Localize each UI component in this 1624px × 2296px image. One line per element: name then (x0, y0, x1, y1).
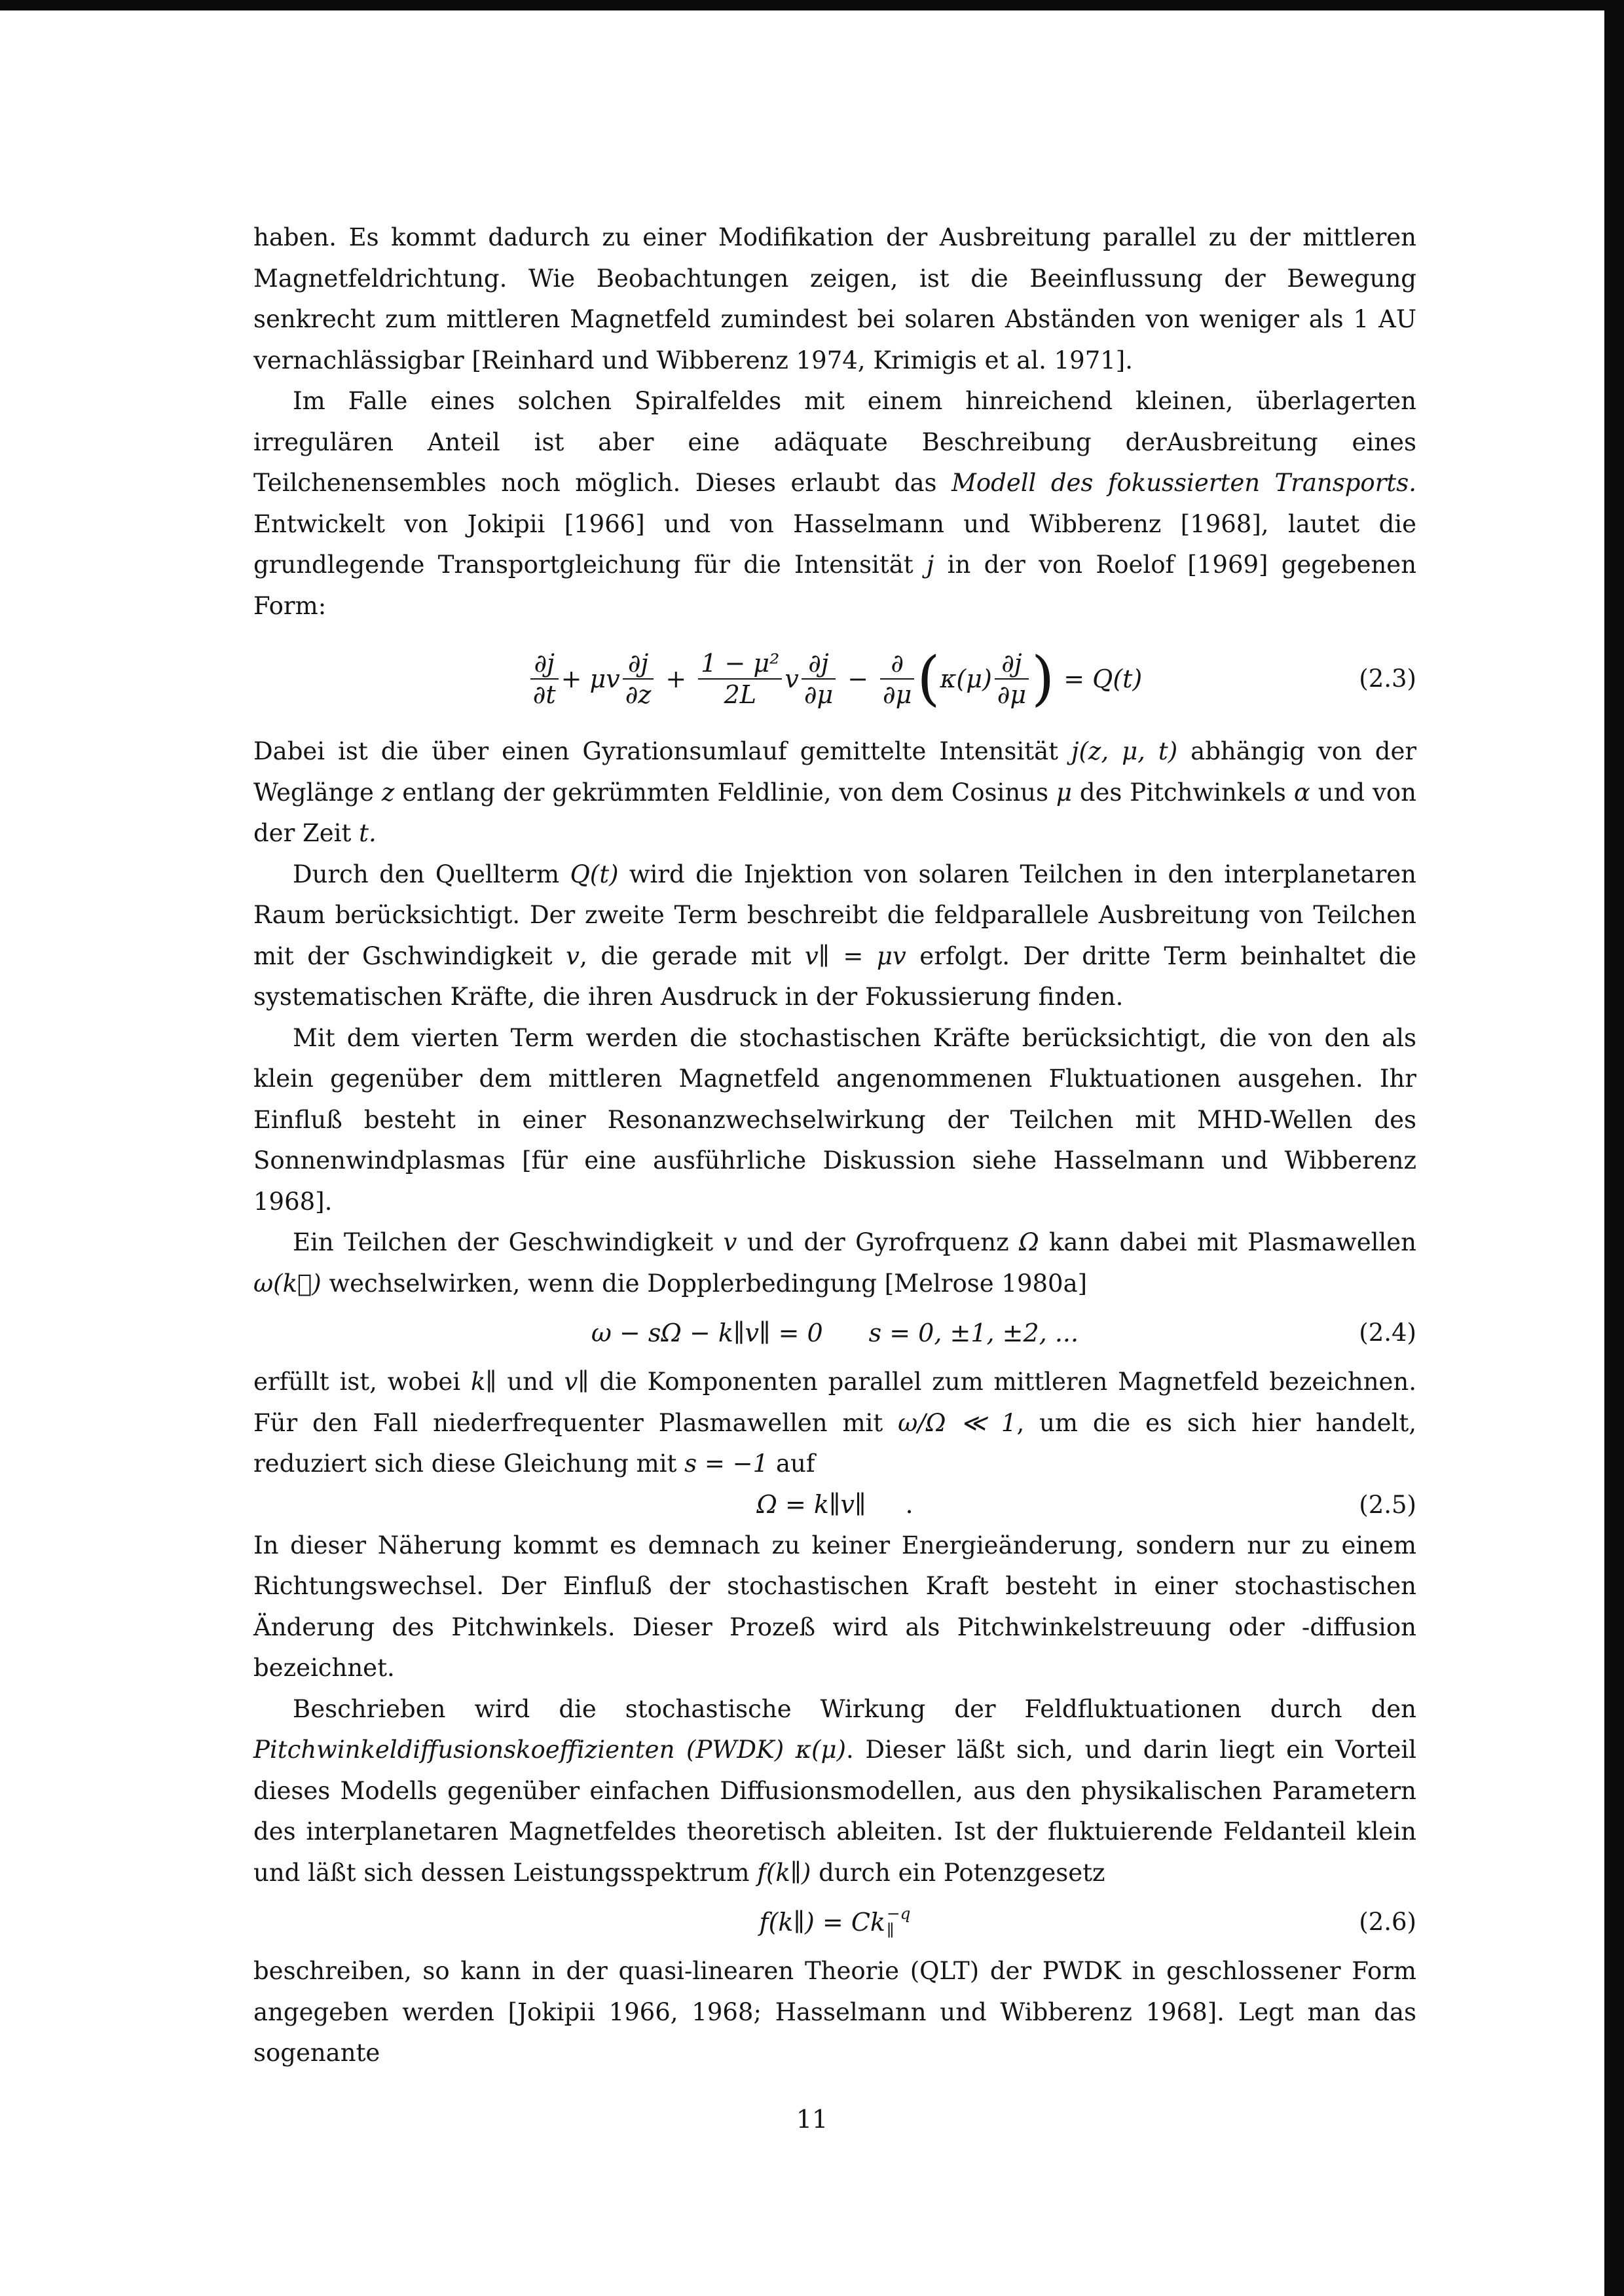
symbol-omega-ratio: ω/Ω ≪ 1 (898, 1408, 1017, 1437)
symbol-f-kpar: f(k∥) (757, 1858, 811, 1887)
model-name-emphasis: Modell des fokussierten Transports. (951, 469, 1416, 497)
symbol-z: z (381, 778, 395, 807)
symbol-v: v (723, 1228, 737, 1256)
paragraph-2-text-c: in der von Roelof [1969] gegebenen Form: (253, 551, 1417, 620)
eq26-lhs: f(k∥) = Ck (759, 1907, 885, 1937)
paragraph-6-text-b: und der Gyrofrquenz (747, 1228, 1009, 1256)
paragraph-6-text-c: kann dabei mit Plasmawellen (1048, 1228, 1416, 1256)
paragraph-7-text-e: auf (776, 1449, 815, 1478)
equation-2-6-body (253, 1893, 1416, 1951)
eq-term-plus-mu-v: + μv (561, 664, 620, 693)
equation-2-5-body (253, 1485, 1416, 1525)
symbol-alpha: α (1293, 778, 1310, 807)
scan-edge-right (1604, 0, 1624, 2296)
paragraph-7-text-c: die Komponenten parallel zum mittleren Magnetfeld bezeichnen. Für den Fall niederfrequenter Plasmawellen mit (253, 1368, 1417, 1437)
equation-2-4 (253, 1304, 1416, 1362)
eq-minus: − (847, 664, 869, 693)
paragraph-9-text-c: durch ein Potenzgesetz (819, 1858, 1105, 1887)
paragraph-10-text: beschreiben, so kann in der quasi-linearen Theorie (QLT) der PWDK in geschlossener Form angegeben werden [Jokipii 1966, 1968; Hasselmann und Wibberenz 1968]. Legt man das sogenante (253, 1957, 1416, 2067)
paragraph-3-text-b: abhängig von der Weglänge (253, 737, 1417, 807)
symbol-mu: μ (1056, 778, 1072, 807)
paragraph-6-text-d: wechselwirken, wenn die Dopplerbedingung [Melrose 1980a] (329, 1269, 1088, 1298)
equation-number-2-6: (2.6) (1359, 1907, 1416, 1936)
pwdk-term-emphasis: Pitchwinkeldiffusionskoeffizienten (253, 1736, 675, 1764)
equation-2-6 (253, 1893, 1416, 1951)
paragraph-2-text-b: Entwickelt von Jokipii [1966] und von Hasselmann und Wibberenz [1968], lautet die grundlegende Transportgleichung für die Intensität (253, 509, 1416, 579)
eq25-dot: . (905, 1490, 913, 1520)
symbol-t: t. (359, 819, 377, 847)
paragraph-9-text-a: Beschrieben wird die stochastische Wirkung der Feldfluktuationen durch den (293, 1694, 1416, 1723)
eq-plus: + (665, 664, 687, 693)
eq24-lhs: ω − sΩ − k∥v∥ = 0 (591, 1318, 823, 1347)
paragraph-1-text: haben. Es kommt dadurch zu einer Modifikation der Ausbreitung parallel zu der mittleren Magnetfeldrichtung. Wie Beobachtungen zeigen, ist die Beeinflussung der Bewegung senkrecht zum mittleren Magnetfeld zumindest bei solaren Abständen von weniger als 1 AU vernachlässigbar [Reinhard und Wibberenz 1974, Krimigis et al. 1971]. (253, 223, 1416, 374)
paragraph-10 (253, 1951, 1416, 2074)
frac-num: 1 − μ² (701, 649, 780, 678)
symbol-vpar-eq: v∥ = μv (804, 941, 906, 970)
symbol-j: j (926, 551, 934, 579)
paragraph-2 (253, 381, 1416, 627)
symbol-s-minus1: s = −1 (684, 1449, 769, 1478)
fraction-dj-dmu-inner (995, 648, 1029, 710)
frac-num: ∂j (808, 649, 829, 678)
equation-number-2-4: (2.4) (1359, 1318, 1416, 1347)
paragraph-7-text-d: , um die es sich hier handelt, reduziert sich diese Gleichung mit (253, 1408, 1416, 1478)
paragraph-4-text-b: wird die Injektion von solaren Teilchen in den interplanetaren Raum berücksichtigt. Der zweite Term beschreibt die feldparallele Ausbreitung von Teilchen mit der Gschwindigkeit (253, 860, 1416, 970)
paren-open: ( (917, 644, 940, 713)
eq-v: v (784, 664, 799, 693)
paragraph-4-text-a: Durch den Quellterm (293, 860, 560, 888)
paragraph-1 (253, 217, 1416, 381)
fraction-dj-dz (623, 648, 654, 710)
paragraph-4-text-d: erfolgt. Der dritte Term beinhaltet die systematischen Kräfte, die ihren Ausdruck in der Fokussierung finden. (253, 941, 1416, 1011)
paragraph-9 (253, 1689, 1416, 1894)
frac-den: ∂μ (883, 680, 912, 709)
paragraph-7-text-b: und (507, 1368, 554, 1396)
eq-kappa: κ(μ) (940, 664, 992, 693)
scan-edge-top (0, 0, 1624, 10)
symbol-v-par: v∥ (564, 1368, 589, 1396)
fraction-dj-dt (530, 648, 559, 710)
eq26-exponent: −q (886, 1904, 911, 1923)
symbol-k-par: k∥ (470, 1368, 497, 1396)
frac-num: ∂ (891, 649, 904, 678)
frac-num: ∂j (627, 649, 649, 678)
equation-2-3-body (253, 627, 1416, 731)
symbol-omega-k: ω(k⃗) (253, 1269, 322, 1298)
paragraph-9-text-b: . Dieser läßt sich, und darin liegt ein Vorteil dieses Modells gegenüber einfachen Diffusionsmodellen, aus den physikalischen Parametern des interplanetaren Magnetfeldes theoretisch ableiten. Ist der fluktuierende Feldanteil klein und läßt sich dessen Leistungsspektrum (253, 1736, 1417, 1887)
paragraph-5-text: Mit dem vierten Term werden die stochastischen Kräfte berücksichtigt, die von den als klein gegenüber dem mittleren Magnetfeld angenommenen Fluktuationen ausgehen. Ihr Einfluß besteht in einer Resonanzwechselwirkung der Teilchen mit MHD-Wellen des Sonnenwindplasmas [für eine ausführliche Diskussion siehe Hasselmann und Wibberenz 1968]. (253, 1023, 1416, 1216)
symbol-j-args: j(z, μ, t) (1071, 737, 1178, 765)
paragraph-2-text-a: Im Falle eines solchen Spiralfeldes mit einem hinreichend kleinen, überlagerten irregulären Anteil ist aber eine adäquate Beschreibung derAusbreitung eines Teilchenensembles noch möglich. Dieses erlaubt das (253, 387, 1416, 497)
page-body (253, 217, 1416, 2074)
pwdk-abbrev: (PWDK) (686, 1736, 784, 1764)
equation-2-5 (253, 1485, 1416, 1525)
paragraph-6-text-a: Ein Teilchen der Geschwindigkeit (293, 1228, 714, 1256)
symbol-kappa-mu: κ(μ) (795, 1736, 846, 1764)
paragraph-8 (253, 1525, 1416, 1689)
paragraph-7 (253, 1362, 1416, 1485)
paragraph-8-text: In dieser Näherung kommt es demnach zu keiner Energieänderung, sondern nur zu einem Richtungswechsel. Der Einfluß der stochastischen Kraft besteht in einer stochastischen Änderung des Pitchwinkels. Dieser Prozeß wird als Pitchwinkelstreuung oder -diffusion bezeichnet. (253, 1531, 1416, 1682)
paragraph-4-text-c: , die gerade mit (580, 941, 792, 970)
frac-den: 2L (724, 680, 757, 709)
frac-den: ∂μ (997, 680, 1027, 709)
frac-num: ∂j (534, 649, 555, 678)
frac-den: ∂t (532, 680, 556, 709)
fraction-d-dmu (880, 648, 914, 710)
eq26-subscript: ∥ (886, 1921, 895, 1940)
paragraph-7-text-a: erfüllt ist, wobei (253, 1368, 461, 1396)
symbol-v: v (566, 941, 580, 970)
paragraph-5 (253, 1018, 1416, 1223)
paragraph-4 (253, 854, 1416, 1018)
page-number: 11 (796, 2105, 828, 2134)
equation-number-2-3: (2.3) (1359, 664, 1416, 693)
eq25-text: Ω = k∥v∥ (756, 1490, 866, 1520)
frac-den: ∂μ (803, 680, 834, 709)
equation-2-4-body (253, 1304, 1416, 1362)
symbol-Qt: Q(t) (570, 860, 619, 888)
fraction-dj-dmu (802, 648, 836, 710)
paragraph-3-text-a: Dabei ist die über einen Gyrationsumlauf gemittelte Intensität (253, 737, 1059, 765)
equation-2-3 (253, 627, 1416, 731)
paren-close: ) (1031, 644, 1055, 713)
paragraph-3 (253, 731, 1416, 854)
fraction-focusing (698, 648, 782, 710)
paragraph-3-text-c: entlang der gekrümmten Feldlinie, von dem Cosinus (402, 778, 1048, 807)
paragraph-6 (253, 1222, 1416, 1304)
eq-rhs: = Q(t) (1063, 664, 1143, 693)
frac-den: ∂z (625, 680, 652, 709)
symbol-omega-capital: Ω (1018, 1228, 1039, 1256)
paragraph-3-text-e: und von der Zeit (253, 778, 1416, 847)
frac-num: ∂j (1001, 649, 1022, 678)
equation-number-2-5: (2.5) (1359, 1490, 1416, 1519)
paragraph-3-text-d: des Pitchwinkels (1079, 778, 1286, 807)
eq24-rhs: s = 0, ±1, ±2, ... (868, 1318, 1079, 1347)
